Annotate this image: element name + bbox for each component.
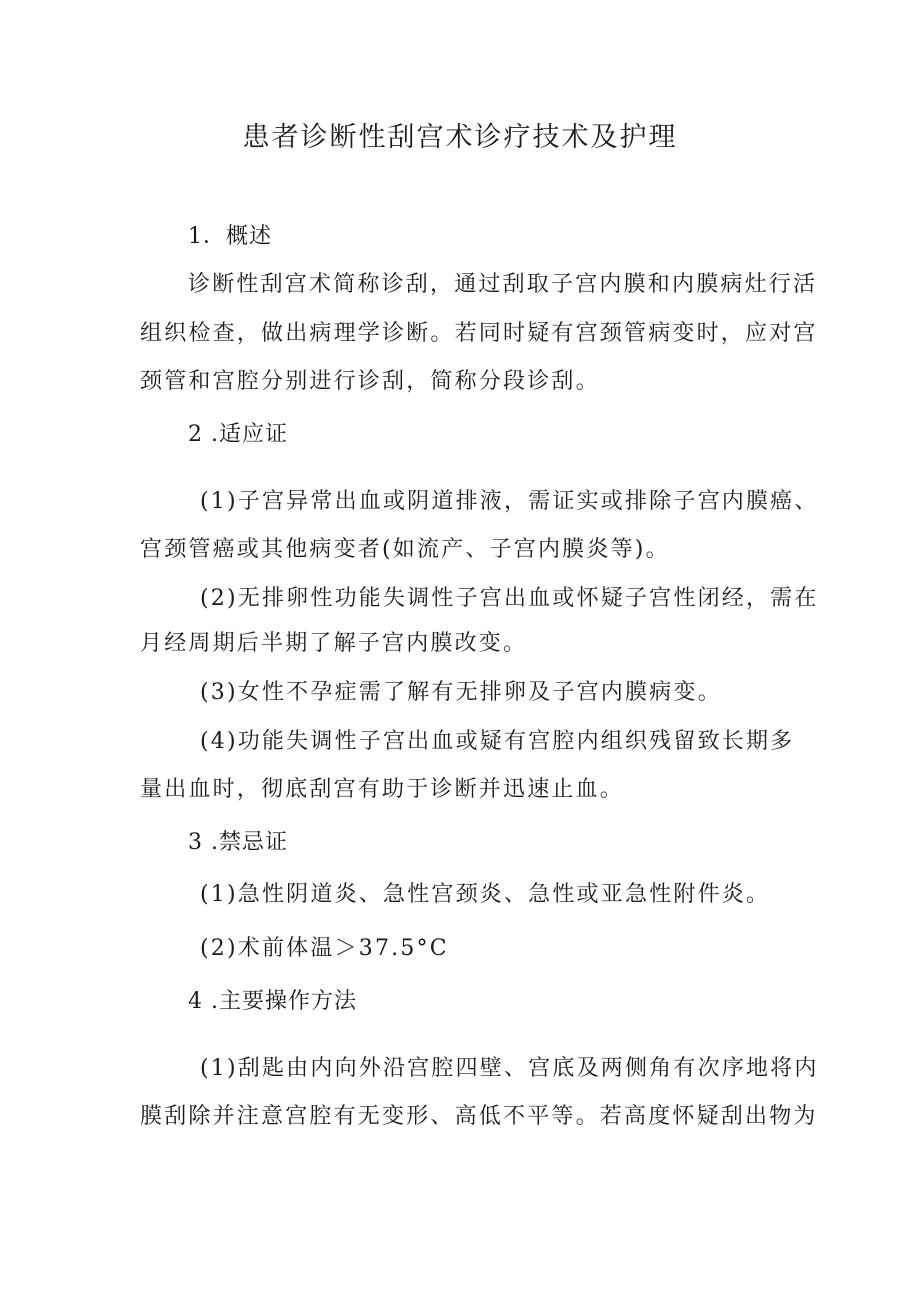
list-item-line: 宫颈管癌或其他病变者(如流产、子宫内膜炎等)。 xyxy=(140,537,670,562)
paragraph-line: 颈管和宫腔分别进行诊刮，简称分段诊刮。 xyxy=(140,369,600,394)
list-item-line: (3)女性不孕症需了解有无排卵及子宫内膜病变。 xyxy=(200,680,722,705)
list-item-line: 量出血时，彻底刮宫有助于诊断并迅速止血。 xyxy=(140,777,625,802)
list-item-line: (1)刮匙由内向外沿宫腔四壁、宫底及两侧角有次序地将内 xyxy=(200,1056,819,1081)
list-item-line: (4)功能失调性子宫出血或疑有宫腔内组织残留致长期多 xyxy=(200,729,795,754)
list-item-line: (1)急性阴道炎、急性宫颈炎、急性或亚急性附件炎。 xyxy=(200,882,771,907)
paragraph-line: 诊断性刮宫术简称诊刮，通过刮取子宫内膜和内膜病灶行活 xyxy=(188,272,818,297)
list-item-line: (2)术前体温＞37.5°C xyxy=(200,936,449,961)
list-item-line: 月经周期后半期了解子宫内膜改变。 xyxy=(140,631,528,656)
list-item-line: 膜刮除并注意宫腔有无变形、高低不平等。若高度怀疑刮出物为 xyxy=(140,1104,818,1129)
section-heading-indications: 2 .适应证 xyxy=(188,422,288,447)
section-heading-procedure: 4 .主要操作方法 xyxy=(188,989,357,1014)
document-title: 患者诊断性刮宫术诊疗技术及护理 xyxy=(242,122,678,153)
section-heading-contraindications: 3 .禁忌证 xyxy=(188,830,288,855)
section-heading-overview: 1．概述 xyxy=(188,224,272,249)
paragraph-line: 组织检查，做出病理学诊断。若同时疑有宫颈管病变时，应对宫 xyxy=(140,321,818,346)
list-item-line: (1)子宫异常出血或阴道排液，需证实或排除子宫内膜癌、 xyxy=(200,489,819,514)
list-item-line: (2)无排卵性功能失调性子宫出血或怀疑子宫性闭经，需在 xyxy=(200,586,819,611)
